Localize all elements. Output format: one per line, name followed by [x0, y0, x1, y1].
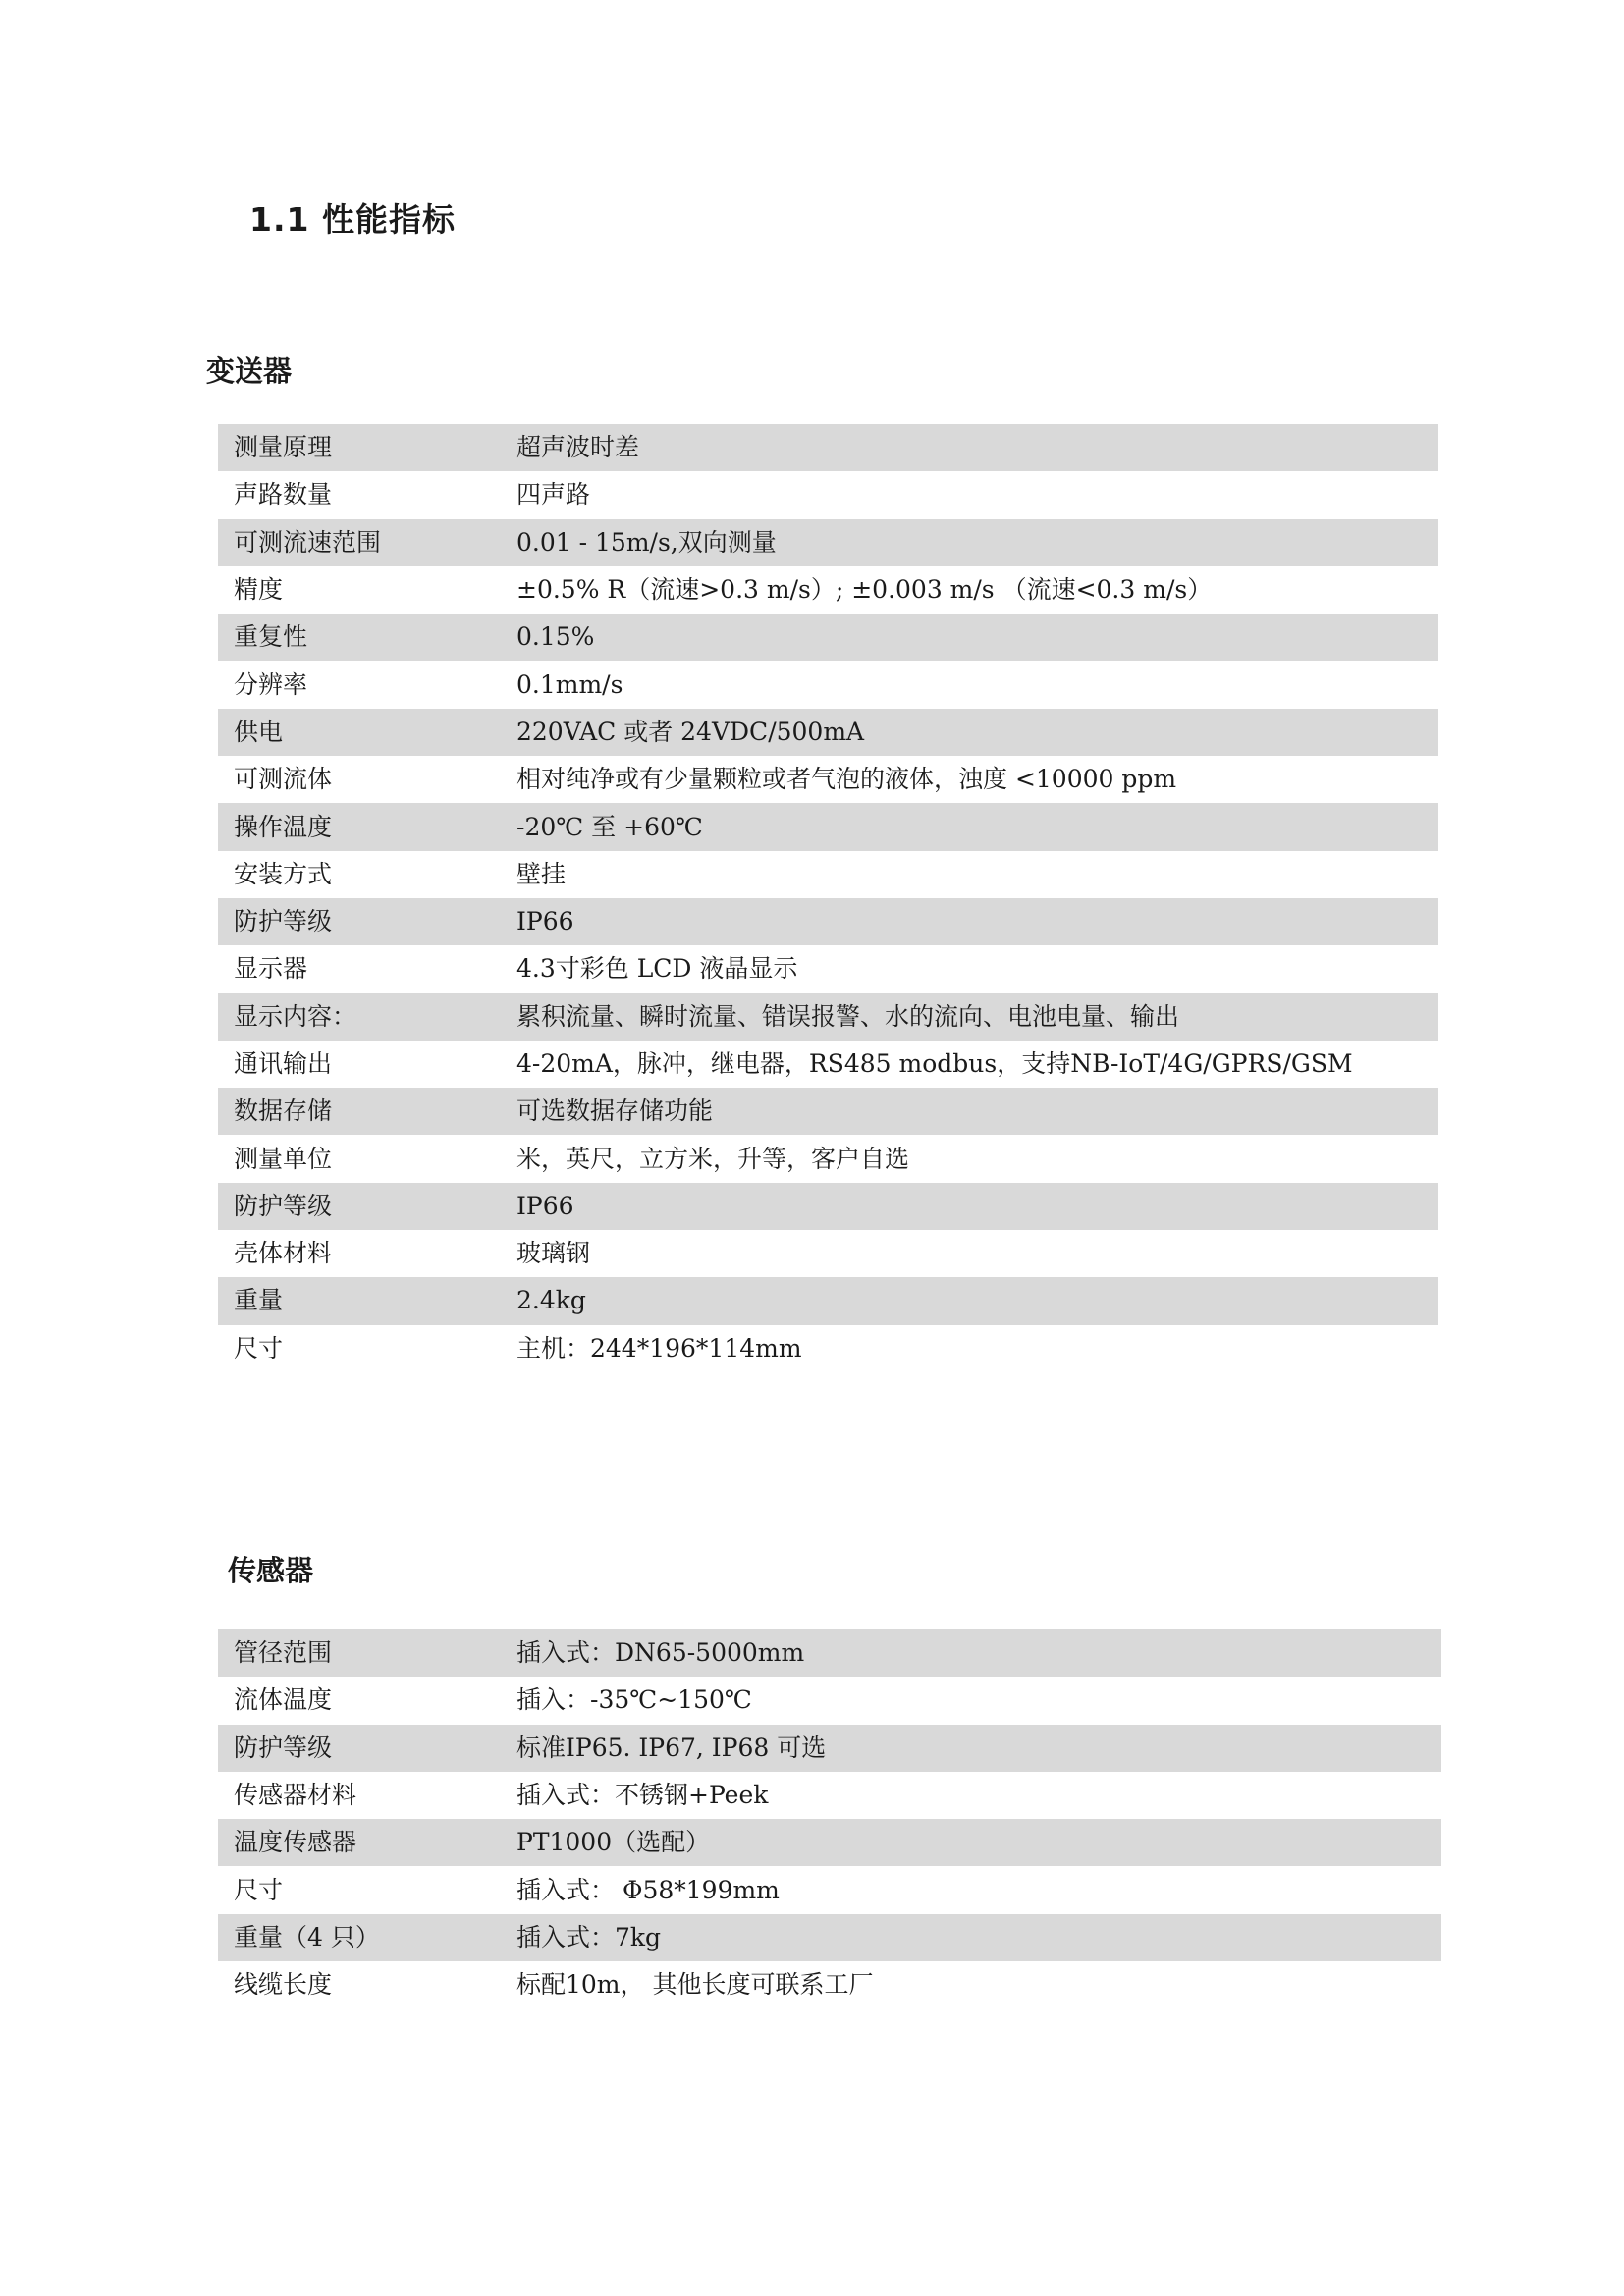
transmitter-spec-table: [218, 424, 1438, 1372]
spec-label: 精度: [234, 575, 284, 605]
table-row: [218, 1041, 1438, 1088]
spec-label: 防护等级: [234, 1733, 333, 1762]
spec-value: 插入式：7kg: [516, 1922, 662, 1951]
table-row: [218, 1325, 1438, 1372]
spec-label: 重量（4 只）: [234, 1922, 380, 1951]
spec-label: 可测流体: [234, 765, 333, 794]
table-row: [218, 1230, 1438, 1277]
spec-label: 可测流速范围: [234, 527, 382, 557]
spec-value: 4.3寸彩色 LCD 液晶显示: [516, 954, 798, 984]
spec-label: 测量单位: [234, 1144, 333, 1173]
table-row: [218, 566, 1438, 614]
spec-label: 分辨率: [234, 669, 308, 699]
spec-label: 操作温度: [234, 812, 333, 841]
table-row: [218, 1088, 1438, 1135]
spec-label: 传感器材料: [234, 1781, 357, 1810]
spec-label: 重复性: [234, 622, 308, 652]
table-row: [218, 614, 1438, 661]
table-row: [218, 851, 1438, 898]
table-row: [218, 471, 1438, 518]
spec-value: PT1000（选配）: [516, 1828, 711, 1857]
table-row: [218, 1135, 1438, 1182]
spec-label: 通讯输出: [234, 1049, 333, 1078]
table-row: [218, 1914, 1441, 1961]
spec-value: 主机：244*196*114mm: [516, 1333, 802, 1362]
spec-value: ±0.5% R（流速>0.3 m/s）; ±0.003 m/s （流速<0.3 m/s）: [516, 575, 1213, 605]
spec-value: 超声波时差: [516, 433, 640, 462]
page-title: 1.1 性能指标: [249, 200, 456, 239]
spec-value: 0.01 - 15m/s,双向测量: [516, 527, 777, 557]
spec-label: 尺寸: [234, 1333, 284, 1362]
table-row: [218, 1961, 1441, 2008]
spec-label: 温度传感器: [234, 1828, 357, 1857]
spec-label: 防护等级: [234, 1191, 333, 1220]
section-heading-sensor: 传感器: [228, 1554, 314, 1587]
spec-value: 标准IP65. IP67, IP68 可选: [516, 1733, 827, 1762]
table-row: [218, 1819, 1441, 1866]
table-row: [218, 898, 1438, 945]
table-row: [218, 756, 1438, 803]
spec-value: IP66: [516, 1191, 574, 1220]
spec-value: 插入式：不锈钢+Peek: [516, 1781, 769, 1810]
spec-value: 相对纯净或有少量颗粒或者气泡的液体，浊度 <10000 ppm: [516, 765, 1177, 794]
table-row: [218, 945, 1438, 992]
spec-value: 0.1mm/s: [516, 669, 623, 699]
spec-label: 显示内容：: [234, 1001, 357, 1031]
spec-label: 声路数量: [234, 480, 333, 509]
table-row: [218, 519, 1438, 566]
spec-value: 可选数据存储功能: [516, 1096, 714, 1126]
table-row: [218, 1772, 1441, 1819]
spec-label: 显示器: [234, 954, 308, 984]
spec-value: 2.4kg: [516, 1286, 586, 1315]
spec-label: 流体温度: [234, 1685, 333, 1715]
spec-label: 尺寸: [234, 1875, 284, 1904]
spec-label: 壳体材料: [234, 1239, 333, 1268]
spec-value: IP66: [516, 907, 574, 936]
spec-value: 220VAC 或者 24VDC/500mA: [516, 717, 865, 746]
spec-value: 插入式：DN65-5000mm: [516, 1638, 805, 1668]
table-row: [218, 993, 1438, 1041]
table-row: [218, 1277, 1438, 1324]
spec-label: 管径范围: [234, 1638, 333, 1668]
table-row: [218, 803, 1438, 850]
section-heading-transmitter: 变送器: [206, 354, 293, 388]
spec-value: 标配10m， 其他长度可联系工厂: [516, 1970, 874, 2000]
spec-label: 防护等级: [234, 907, 333, 936]
table-row: [218, 1677, 1441, 1724]
spec-label: 安装方式: [234, 859, 333, 888]
table-row: [218, 1866, 1441, 1913]
spec-value: -20℃ 至 +60℃: [516, 812, 703, 841]
spec-value: 米，英尺，立方米，升等，客户自选: [516, 1144, 910, 1173]
spec-value: 0.15%: [516, 622, 595, 652]
spec-value: 插入：-35℃~150℃: [516, 1685, 752, 1715]
spec-value: 累积流量、瞬时流量、错误报警、水的流向、电池电量、输出: [516, 1001, 1180, 1031]
spec-value: 插入式： Φ58*199mm: [516, 1875, 780, 1904]
spec-value: 玻璃钢: [516, 1239, 591, 1268]
spec-label: 数据存储: [234, 1096, 333, 1126]
spec-value: 4-20mA，脉冲，继电器，RS485 modbus，支持NB-IoT/4G/GPRS/GSM: [516, 1049, 1353, 1078]
spec-value: 壁挂: [516, 859, 567, 888]
sensor-spec-table: [218, 1629, 1441, 2008]
table-row: [218, 1725, 1441, 1772]
spec-label: 重量: [234, 1286, 284, 1315]
table-row: [218, 424, 1438, 471]
spec-label: 供电: [234, 717, 284, 746]
table-row: [218, 709, 1438, 756]
table-row: [218, 1183, 1438, 1230]
spec-value: 四声路: [516, 480, 591, 509]
spec-label: 线缆长度: [234, 1970, 333, 2000]
spec-label: 测量原理: [234, 433, 333, 462]
table-row: [218, 1629, 1441, 1677]
table-row: [218, 661, 1438, 708]
